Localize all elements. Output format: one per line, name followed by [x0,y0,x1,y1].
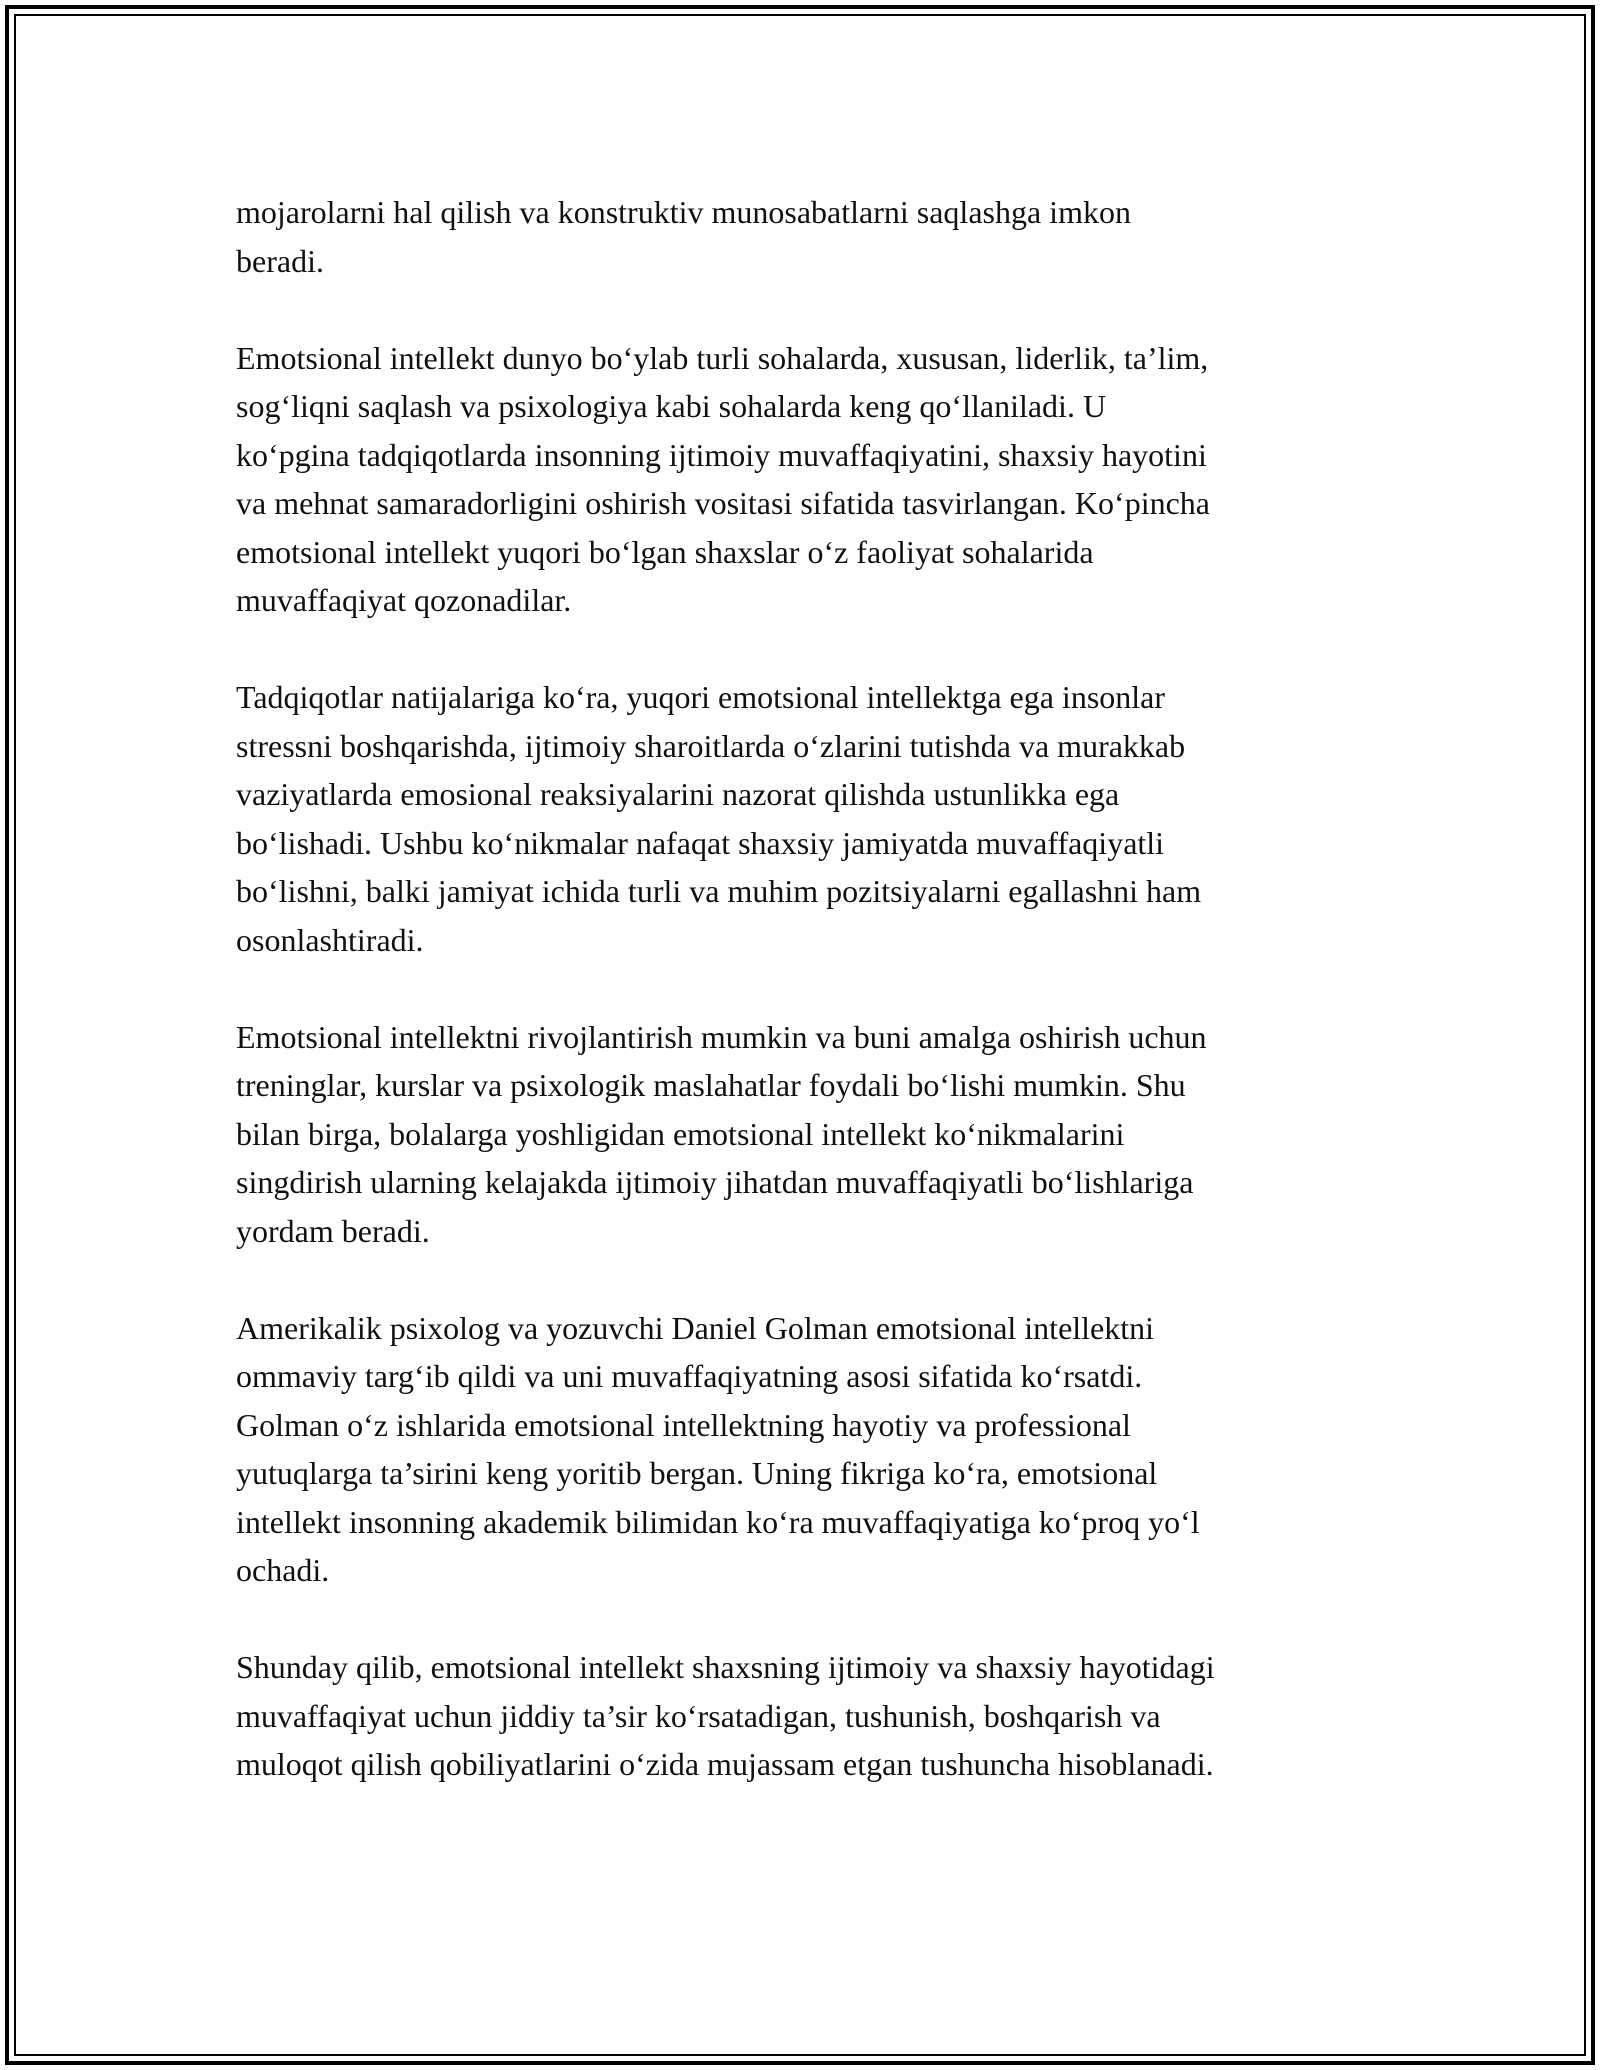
document-body [236,188,1366,1789]
paragraph: Emotsional intellektni rivojlantirish mumkin va buni amalga oshirish uchun treninglar, kurslar va psixologik maslahatlar foydali bo‘lishi mumkin. Shu bilan birga, bolalarga yoshligidan emotsional intellekt ko‘nikmalarini singdirish ularning kelajakda ijtimoiy jihatdan muvaffaqiyatli bo‘lishlariga yordam beradi. [236,1018,1207,1249]
paragraph: Emotsional intellekt dunyo bo‘ylab turli sohalarda, xususan, liderlik, ta’lim, sog‘liqni saqlash va psixologiya kabi sohalarda keng qo‘llaniladi. U ko‘pgina tadqiqotlarda insonning ijtimoiy muvaffaqiyatini, shaxsiy hayotini va mehnat samaradorligini oshirish vositasi sifatida tasvirlangan. Ko‘pincha emotsional intellekt yuqori bo‘lgan shaxslar o‘z faoliyat sohalarida muvaffaqiyat qozonadilar. [236,339,1210,618]
paragraph: Shunday qilib, emotsional intellekt shaxsning ijtimoiy va shaxsiy hayotidagi muvaffaqiyat uchun jiddiy ta’sir ko‘rsatadigan, tushunish, boshqarish va muloqot qilish qobiliyatlarini o‘zida mujassam etgan tushuncha hisoblanadi. [236,1649,1215,1782]
paragraph: Amerikalik psixolog va yozuvchi Daniel Golman emotsional intellektni ommaviy targ‘ib qildi va uni muvaffaqiyatning asosi sifatida ko‘rsatdi. Golman o‘z ishlarida emotsional intellektning hayotiy va professional yutuqlarga ta’sirini keng yoritib bergan. Uning fikriga ko‘ra, emotsional intellekt insonning akademik bilimidan ko‘ra muvaffaqiyatiga ko‘proq yo‘l ochadi. [236,1309,1200,1588]
paragraph: mojarolarni hal qilish va konstruktiv munosabatlarni saqlashga imkon beradi. [236,194,1131,279]
paragraph: Tadqiqotlar natijalariga ko‘ra, yuqori emotsional intellektga ega insonlar stressni boshqarishda, ijtimoiy sharoitlarda o‘zlarini tutishda va murakkab vaziyatlarda emosional reaksiyalarini nazorat qilishda ustunlikka ega bo‘lishadi. Ushbu ko‘nikmalar nafaqat shaxsiy jamiyatda muvaffaqiyatli bo‘lishni, balki jamiyat ichida turli va muhim pozitsiyalarni egallashni ham osonlashtiradi. [236,679,1202,958]
